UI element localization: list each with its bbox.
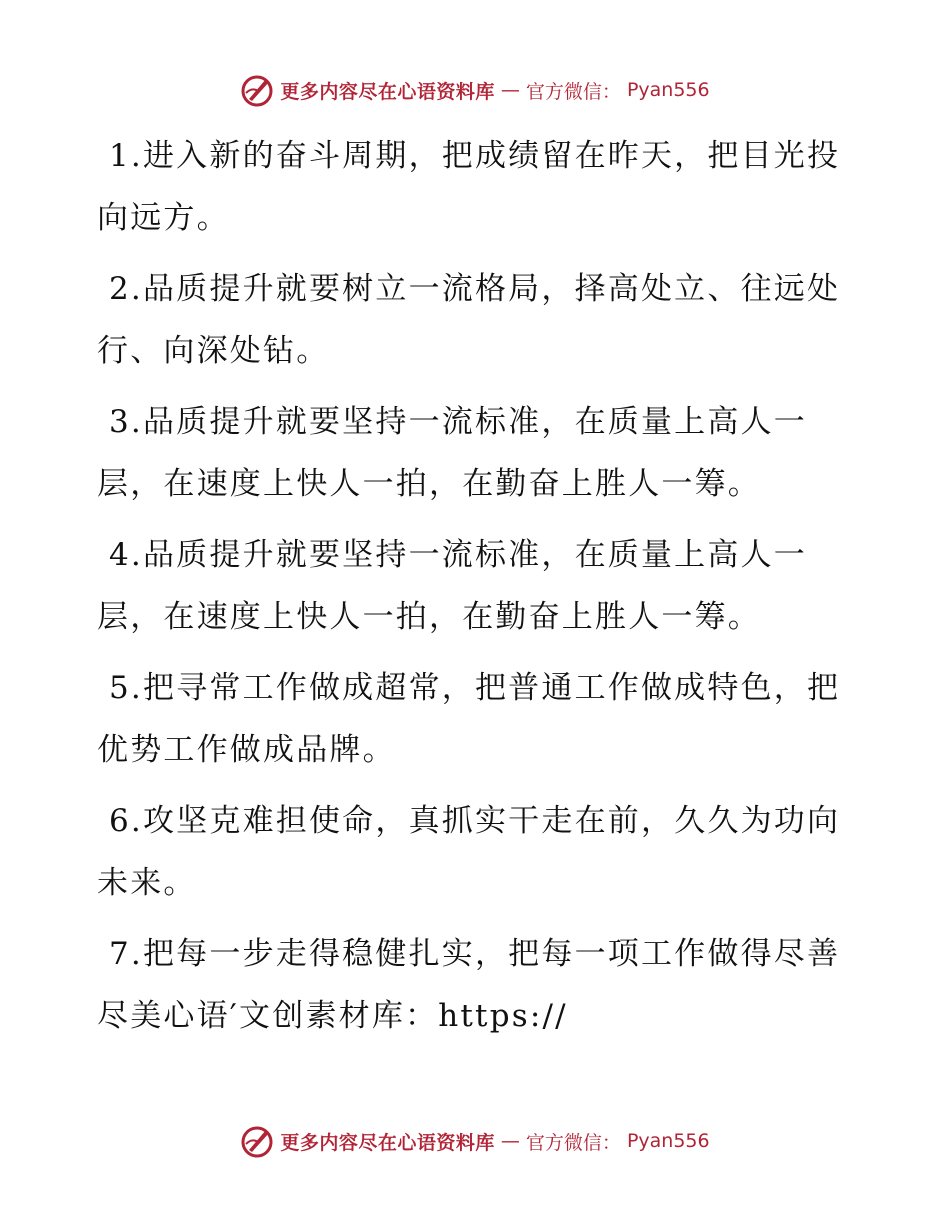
quill-logo-icon bbox=[240, 73, 274, 107]
watermark-label: 官方微信： bbox=[525, 1131, 621, 1154]
list-item: 7.把每一步走得稳健扎实，把每一项工作做得尽善尽美心语′文创素材库：https:// bbox=[97, 936, 841, 1034]
list-item: 3.品质提升就要坚持一流标准，在质量上高人一层，在速度上快人一拍，在勤奋上胜人一筹。 bbox=[97, 404, 807, 502]
list-item: 6.攻坚克难担使命，真抓实干走在前，久久为功向未来。 bbox=[97, 803, 841, 901]
watermark-separator: — bbox=[500, 79, 520, 101]
list-item: 5.把寻常工作做成超常，把普通工作做成特色，把优势工作做成品牌。 bbox=[97, 670, 841, 768]
watermark-brand: 更多内容尽在心语资料库 bbox=[280, 1131, 495, 1154]
watermark-separator: — bbox=[500, 1130, 520, 1152]
watermark-id: Pyan556 bbox=[626, 1130, 710, 1152]
watermark-id: Pyan556 bbox=[626, 79, 710, 101]
watermark-brand: 更多内容尽在心语资料库 bbox=[280, 80, 495, 103]
list-item: 2.品质提升就要树立一流格局，择高处立、往远处行、向深处钻。 bbox=[97, 271, 841, 369]
header-watermark bbox=[0, 73, 950, 107]
list-item: 4.品质提升就要坚持一流标准，在质量上高人一层，在速度上快人一拍，在勤奋上胜人一筹。 bbox=[97, 537, 807, 635]
list-item: 1.进入新的奋斗周期，把成绩留在昨天，把目光投向远方。 bbox=[97, 138, 841, 236]
watermark-label: 官方微信： bbox=[525, 80, 621, 103]
document-body bbox=[97, 125, 842, 1056]
quill-logo-icon bbox=[240, 1124, 274, 1158]
footer-watermark bbox=[0, 1124, 950, 1158]
